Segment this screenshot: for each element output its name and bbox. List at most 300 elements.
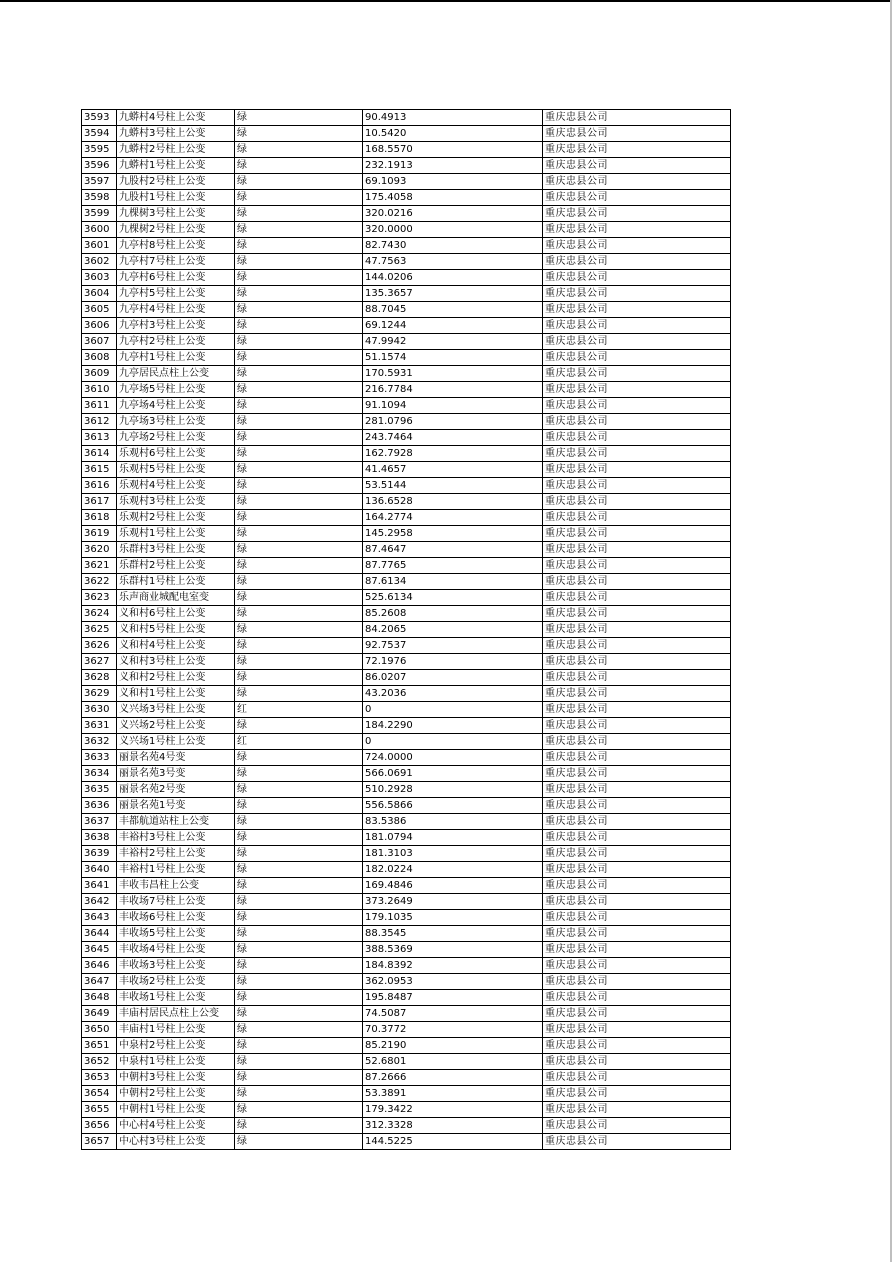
status-cell: 绿 <box>235 382 363 398</box>
table-row <box>82 382 731 398</box>
transformer-name-cell: 中朝村1号柱上公变 <box>117 1102 235 1118</box>
value-cell: 184.8392 <box>363 958 543 974</box>
row-number-cell: 3600 <box>82 222 117 238</box>
table-row <box>82 510 731 526</box>
value-cell: 53.5144 <box>363 478 543 494</box>
transformer-name-cell: 九棵树3号柱上公变 <box>117 206 235 222</box>
company-cell: 重庆忠县公司 <box>543 174 731 190</box>
table-row <box>82 1022 731 1038</box>
transformer-name-cell: 丰庙村1号柱上公变 <box>117 1022 235 1038</box>
company-cell: 重庆忠县公司 <box>543 1102 731 1118</box>
status-cell: 绿 <box>235 638 363 654</box>
value-cell: 84.2065 <box>363 622 543 638</box>
transformer-name-cell: 九蟒村2号柱上公变 <box>117 142 235 158</box>
status-cell: 绿 <box>235 286 363 302</box>
row-number-cell: 3601 <box>82 238 117 254</box>
row-number-cell: 3635 <box>82 782 117 798</box>
company-cell: 重庆忠县公司 <box>543 190 731 206</box>
status-cell: 绿 <box>235 574 363 590</box>
status-cell: 绿 <box>235 942 363 958</box>
row-number-cell: 3649 <box>82 1006 117 1022</box>
row-number-cell: 3654 <box>82 1086 117 1102</box>
transformer-name-cell: 九蟒村4号柱上公变 <box>117 110 235 126</box>
transformer-name-cell: 义兴场3号柱上公变 <box>117 702 235 718</box>
transformer-name-cell: 乐观村5号柱上公变 <box>117 462 235 478</box>
transformer-name-cell: 丰收场7号柱上公变 <box>117 894 235 910</box>
row-number-cell: 3657 <box>82 1134 117 1150</box>
row-number-cell: 3615 <box>82 462 117 478</box>
value-cell: 70.3772 <box>363 1022 543 1038</box>
company-cell: 重庆忠县公司 <box>543 782 731 798</box>
row-number-cell: 3644 <box>82 926 117 942</box>
transformer-name-cell: 九亭村5号柱上公变 <box>117 286 235 302</box>
status-cell: 绿 <box>235 430 363 446</box>
transformer-name-cell: 丰收场6号柱上公变 <box>117 910 235 926</box>
table-row <box>82 1038 731 1054</box>
status-cell: 绿 <box>235 910 363 926</box>
company-cell: 重庆忠县公司 <box>543 942 731 958</box>
value-cell: 135.3657 <box>363 286 543 302</box>
row-number-cell: 3617 <box>82 494 117 510</box>
row-number-cell: 3595 <box>82 142 117 158</box>
row-number-cell: 3605 <box>82 302 117 318</box>
status-cell: 绿 <box>235 958 363 974</box>
transformer-name-cell: 义和村6号柱上公变 <box>117 606 235 622</box>
transformer-name-cell: 义兴场2号柱上公变 <box>117 718 235 734</box>
status-cell: 绿 <box>235 894 363 910</box>
company-cell: 重庆忠县公司 <box>543 766 731 782</box>
transformer-name-cell: 九亭场4号柱上公变 <box>117 398 235 414</box>
company-cell: 重庆忠县公司 <box>543 366 731 382</box>
company-cell: 重庆忠县公司 <box>543 542 731 558</box>
table-row <box>82 862 731 878</box>
status-cell: 绿 <box>235 862 363 878</box>
table-row <box>82 206 731 222</box>
row-number-cell: 3630 <box>82 702 117 718</box>
value-cell: 136.6528 <box>363 494 543 510</box>
row-number-cell: 3648 <box>82 990 117 1006</box>
status-cell: 绿 <box>235 350 363 366</box>
value-cell: 86.0207 <box>363 670 543 686</box>
value-cell: 53.3891 <box>363 1086 543 1102</box>
row-number-cell: 3608 <box>82 350 117 366</box>
value-cell: 168.5570 <box>363 142 543 158</box>
table-row <box>82 1118 731 1134</box>
transformer-name-cell: 丰收场5号柱上公变 <box>117 926 235 942</box>
table-row <box>82 878 731 894</box>
table-row <box>82 910 731 926</box>
transformer-name-cell: 丽景名苑3号变 <box>117 766 235 782</box>
table-row <box>82 158 731 174</box>
value-cell: 510.2928 <box>363 782 543 798</box>
table-row <box>82 478 731 494</box>
row-number-cell: 3627 <box>82 654 117 670</box>
company-cell: 重庆忠县公司 <box>543 654 731 670</box>
status-cell: 绿 <box>235 302 363 318</box>
table-row <box>82 318 731 334</box>
value-cell: 82.7430 <box>363 238 543 254</box>
row-number-cell: 3642 <box>82 894 117 910</box>
status-cell: 红 <box>235 702 363 718</box>
status-cell: 绿 <box>235 126 363 142</box>
status-cell: 绿 <box>235 462 363 478</box>
table-row <box>82 174 731 190</box>
transformer-name-cell: 九亭村6号柱上公变 <box>117 270 235 286</box>
value-cell: 88.3545 <box>363 926 543 942</box>
transformer-name-cell: 乐群村1号柱上公变 <box>117 574 235 590</box>
table-row <box>82 526 731 542</box>
company-cell: 重庆忠县公司 <box>543 622 731 638</box>
company-cell: 重庆忠县公司 <box>543 494 731 510</box>
status-cell: 绿 <box>235 798 363 814</box>
table-row <box>82 606 731 622</box>
status-cell: 绿 <box>235 558 363 574</box>
row-number-cell: 3619 <box>82 526 117 542</box>
table-row <box>82 590 731 606</box>
value-cell: 47.9942 <box>363 334 543 350</box>
table-row <box>82 334 731 350</box>
row-number-cell: 3653 <box>82 1070 117 1086</box>
company-cell: 重庆忠县公司 <box>543 462 731 478</box>
transformer-name-cell: 乐观村1号柱上公变 <box>117 526 235 542</box>
company-cell: 重庆忠县公司 <box>543 878 731 894</box>
transformer-name-cell: 九股村2号柱上公变 <box>117 174 235 190</box>
value-cell: 243.7464 <box>363 430 543 446</box>
value-cell: 145.2958 <box>363 526 543 542</box>
company-cell: 重庆忠县公司 <box>543 270 731 286</box>
transformer-name-cell: 义和村1号柱上公变 <box>117 686 235 702</box>
transformer-name-cell: 丰收韦昌柱上公变 <box>117 878 235 894</box>
row-number-cell: 3638 <box>82 830 117 846</box>
table-row <box>82 126 731 142</box>
status-cell: 绿 <box>235 1006 363 1022</box>
transformer-name-cell: 中朝村2号柱上公变 <box>117 1086 235 1102</box>
company-cell: 重庆忠县公司 <box>543 318 731 334</box>
transformer-name-cell: 义和村5号柱上公变 <box>117 622 235 638</box>
value-cell: 164.2774 <box>363 510 543 526</box>
status-cell: 绿 <box>235 494 363 510</box>
transformer-name-cell: 丽景名苑4号变 <box>117 750 235 766</box>
value-cell: 320.0000 <box>363 222 543 238</box>
status-cell: 绿 <box>235 414 363 430</box>
value-cell: 179.3422 <box>363 1102 543 1118</box>
table-row <box>82 686 731 702</box>
transformer-name-cell: 丰收场2号柱上公变 <box>117 974 235 990</box>
row-number-cell: 3655 <box>82 1102 117 1118</box>
value-cell: 51.1574 <box>363 350 543 366</box>
row-number-cell: 3621 <box>82 558 117 574</box>
transformer-name-cell: 九亭村4号柱上公变 <box>117 302 235 318</box>
row-number-cell: 3620 <box>82 542 117 558</box>
value-cell: 312.3328 <box>363 1118 543 1134</box>
value-cell: 362.0953 <box>363 974 543 990</box>
table-row <box>82 654 731 670</box>
company-cell: 重庆忠县公司 <box>543 926 731 942</box>
value-cell: 47.7563 <box>363 254 543 270</box>
status-cell: 绿 <box>235 206 363 222</box>
value-cell: 181.3103 <box>363 846 543 862</box>
transformer-name-cell: 义兴场1号柱上公变 <box>117 734 235 750</box>
row-number-cell: 3598 <box>82 190 117 206</box>
value-cell: 69.1244 <box>363 318 543 334</box>
status-cell: 绿 <box>235 654 363 670</box>
company-cell: 重庆忠县公司 <box>543 126 731 142</box>
company-cell: 重庆忠县公司 <box>543 526 731 542</box>
row-number-cell: 3618 <box>82 510 117 526</box>
company-cell: 重庆忠县公司 <box>543 974 731 990</box>
table-body <box>82 110 731 1150</box>
table-row <box>82 814 731 830</box>
company-cell: 重庆忠县公司 <box>543 1086 731 1102</box>
value-cell: 179.1035 <box>363 910 543 926</box>
value-cell: 144.5225 <box>363 1134 543 1150</box>
transformer-name-cell: 乐群村2号柱上公变 <box>117 558 235 574</box>
table-row <box>82 1134 731 1150</box>
status-cell: 绿 <box>235 334 363 350</box>
transformer-name-cell: 九蟒村3号柱上公变 <box>117 126 235 142</box>
company-cell: 重庆忠县公司 <box>543 990 731 1006</box>
transformer-name-cell: 乐观村4号柱上公变 <box>117 478 235 494</box>
transformer-name-cell: 丰裕村1号柱上公变 <box>117 862 235 878</box>
transformer-name-cell: 九亭村1号柱上公变 <box>117 350 235 366</box>
transformer-name-cell: 乐声商业城配电室变 <box>117 590 235 606</box>
table-row <box>82 798 731 814</box>
transformer-name-cell: 丰收场4号柱上公变 <box>117 942 235 958</box>
status-cell: 绿 <box>235 174 363 190</box>
status-cell: 绿 <box>235 158 363 174</box>
status-cell: 绿 <box>235 238 363 254</box>
table-row <box>82 286 731 302</box>
transformer-name-cell: 九蟒村1号柱上公变 <box>117 158 235 174</box>
row-number-cell: 3629 <box>82 686 117 702</box>
value-cell: 74.5087 <box>363 1006 543 1022</box>
table-row <box>82 110 731 126</box>
value-cell: 320.0216 <box>363 206 543 222</box>
table-row <box>82 414 731 430</box>
table-row <box>82 926 731 942</box>
table-row <box>82 558 731 574</box>
table-row <box>82 222 731 238</box>
value-cell: 556.5866 <box>363 798 543 814</box>
company-cell: 重庆忠县公司 <box>543 382 731 398</box>
value-cell: 162.7928 <box>363 446 543 462</box>
row-number-cell: 3599 <box>82 206 117 222</box>
table-row <box>82 462 731 478</box>
status-cell: 绿 <box>235 1054 363 1070</box>
status-cell: 绿 <box>235 1086 363 1102</box>
transformer-name-cell: 九亭村2号柱上公变 <box>117 334 235 350</box>
transformer-name-cell: 丽景名苑2号变 <box>117 782 235 798</box>
company-cell: 重庆忠县公司 <box>543 1134 731 1150</box>
transformer-name-cell: 义和村3号柱上公变 <box>117 654 235 670</box>
row-number-cell: 3603 <box>82 270 117 286</box>
status-cell: 红 <box>235 734 363 750</box>
company-cell: 重庆忠县公司 <box>543 446 731 462</box>
row-number-cell: 3625 <box>82 622 117 638</box>
company-cell: 重庆忠县公司 <box>543 110 731 126</box>
row-number-cell: 3609 <box>82 366 117 382</box>
transformer-name-cell: 义和村2号柱上公变 <box>117 670 235 686</box>
transformer-name-cell: 丰都航道站柱上公变 <box>117 814 235 830</box>
table-row <box>82 254 731 270</box>
table-row <box>82 782 731 798</box>
value-cell: 72.1976 <box>363 654 543 670</box>
status-cell: 绿 <box>235 398 363 414</box>
row-number-cell: 3610 <box>82 382 117 398</box>
table-row <box>82 1006 731 1022</box>
company-cell: 重庆忠县公司 <box>543 558 731 574</box>
value-cell: 388.5369 <box>363 942 543 958</box>
row-number-cell: 3602 <box>82 254 117 270</box>
transformer-name-cell: 乐观村3号柱上公变 <box>117 494 235 510</box>
row-number-cell: 3626 <box>82 638 117 654</box>
company-cell: 重庆忠县公司 <box>543 830 731 846</box>
status-cell: 绿 <box>235 1118 363 1134</box>
company-cell: 重庆忠县公司 <box>543 430 731 446</box>
table-row <box>82 846 731 862</box>
status-cell: 绿 <box>235 670 363 686</box>
table-row <box>82 446 731 462</box>
table-row <box>82 430 731 446</box>
value-cell: 69.1093 <box>363 174 543 190</box>
company-cell: 重庆忠县公司 <box>543 590 731 606</box>
status-cell: 绿 <box>235 270 363 286</box>
value-cell: 0 <box>363 734 543 750</box>
value-cell: 10.5420 <box>363 126 543 142</box>
row-number-cell: 3637 <box>82 814 117 830</box>
row-number-cell: 3623 <box>82 590 117 606</box>
value-cell: 52.6801 <box>363 1054 543 1070</box>
status-cell: 绿 <box>235 526 363 542</box>
company-cell: 重庆忠县公司 <box>543 478 731 494</box>
status-cell: 绿 <box>235 110 363 126</box>
transformer-name-cell: 九股村1号柱上公变 <box>117 190 235 206</box>
table-row <box>82 1070 731 1086</box>
transformer-name-cell: 中泉村2号柱上公变 <box>117 1038 235 1054</box>
status-cell: 绿 <box>235 510 363 526</box>
company-cell: 重庆忠县公司 <box>543 1022 731 1038</box>
company-cell: 重庆忠县公司 <box>543 510 731 526</box>
status-cell: 绿 <box>235 782 363 798</box>
table-row <box>82 350 731 366</box>
row-number-cell: 3634 <box>82 766 117 782</box>
status-cell: 绿 <box>235 542 363 558</box>
company-cell: 重庆忠县公司 <box>543 142 731 158</box>
transformer-name-cell: 中心村3号柱上公变 <box>117 1134 235 1150</box>
status-cell: 绿 <box>235 446 363 462</box>
value-cell: 566.0691 <box>363 766 543 782</box>
status-cell: 绿 <box>235 846 363 862</box>
status-cell: 绿 <box>235 590 363 606</box>
company-cell: 重庆忠县公司 <box>543 718 731 734</box>
status-cell: 绿 <box>235 686 363 702</box>
company-cell: 重庆忠县公司 <box>543 750 731 766</box>
value-cell: 87.6134 <box>363 574 543 590</box>
table-row <box>82 622 731 638</box>
status-cell: 绿 <box>235 142 363 158</box>
table-row <box>82 974 731 990</box>
value-cell: 281.0796 <box>363 414 543 430</box>
company-cell: 重庆忠县公司 <box>543 334 731 350</box>
value-cell: 90.4913 <box>363 110 543 126</box>
row-number-cell: 3656 <box>82 1118 117 1134</box>
value-cell: 92.7537 <box>363 638 543 654</box>
table-row <box>82 302 731 318</box>
row-number-cell: 3606 <box>82 318 117 334</box>
row-number-cell: 3639 <box>82 846 117 862</box>
status-cell: 绿 <box>235 814 363 830</box>
table-row <box>82 958 731 974</box>
value-cell: 88.7045 <box>363 302 543 318</box>
page-top-border <box>0 0 892 2</box>
company-cell: 重庆忠县公司 <box>543 686 731 702</box>
value-cell: 181.0794 <box>363 830 543 846</box>
row-number-cell: 3645 <box>82 942 117 958</box>
transformer-table <box>81 109 731 1150</box>
transformer-name-cell: 九亭村3号柱上公变 <box>117 318 235 334</box>
company-cell: 重庆忠县公司 <box>543 414 731 430</box>
transformer-name-cell: 九亭村8号柱上公变 <box>117 238 235 254</box>
company-cell: 重庆忠县公司 <box>543 638 731 654</box>
value-cell: 85.2608 <box>363 606 543 622</box>
company-cell: 重庆忠县公司 <box>543 958 731 974</box>
transformer-name-cell: 丽景名苑1号变 <box>117 798 235 814</box>
row-number-cell: 3632 <box>82 734 117 750</box>
company-cell: 重庆忠县公司 <box>543 254 731 270</box>
table-row <box>82 1054 731 1070</box>
status-cell: 绿 <box>235 318 363 334</box>
table-row <box>82 238 731 254</box>
value-cell: 170.5931 <box>363 366 543 382</box>
company-cell: 重庆忠县公司 <box>543 734 731 750</box>
row-number-cell: 3624 <box>82 606 117 622</box>
row-number-cell: 3594 <box>82 126 117 142</box>
row-number-cell: 3593 <box>82 110 117 126</box>
company-cell: 重庆忠县公司 <box>543 606 731 622</box>
company-cell: 重庆忠县公司 <box>543 398 731 414</box>
table-row <box>82 638 731 654</box>
status-cell: 绿 <box>235 878 363 894</box>
row-number-cell: 3596 <box>82 158 117 174</box>
table-row <box>82 1102 731 1118</box>
value-cell: 87.4647 <box>363 542 543 558</box>
status-cell: 绿 <box>235 1070 363 1086</box>
value-cell: 85.2190 <box>363 1038 543 1054</box>
company-cell: 重庆忠县公司 <box>543 286 731 302</box>
status-cell: 绿 <box>235 1022 363 1038</box>
status-cell: 绿 <box>235 750 363 766</box>
row-number-cell: 3643 <box>82 910 117 926</box>
transformer-name-cell: 丰裕村3号柱上公变 <box>117 830 235 846</box>
transformer-name-cell: 九亭场5号柱上公变 <box>117 382 235 398</box>
status-cell: 绿 <box>235 718 363 734</box>
transformer-name-cell: 九棵树2号柱上公变 <box>117 222 235 238</box>
transformer-name-cell: 丰庙村居民点柱上公变 <box>117 1006 235 1022</box>
transformer-name-cell: 乐观村6号柱上公变 <box>117 446 235 462</box>
row-number-cell: 3612 <box>82 414 117 430</box>
status-cell: 绿 <box>235 926 363 942</box>
value-cell: 182.0224 <box>363 862 543 878</box>
company-cell: 重庆忠县公司 <box>543 302 731 318</box>
status-cell: 绿 <box>235 606 363 622</box>
company-cell: 重庆忠县公司 <box>543 910 731 926</box>
company-cell: 重庆忠县公司 <box>543 1006 731 1022</box>
value-cell: 144.0206 <box>363 270 543 286</box>
status-cell: 绿 <box>235 990 363 1006</box>
table-row <box>82 670 731 686</box>
row-number-cell: 3651 <box>82 1038 117 1054</box>
table-row <box>82 398 731 414</box>
